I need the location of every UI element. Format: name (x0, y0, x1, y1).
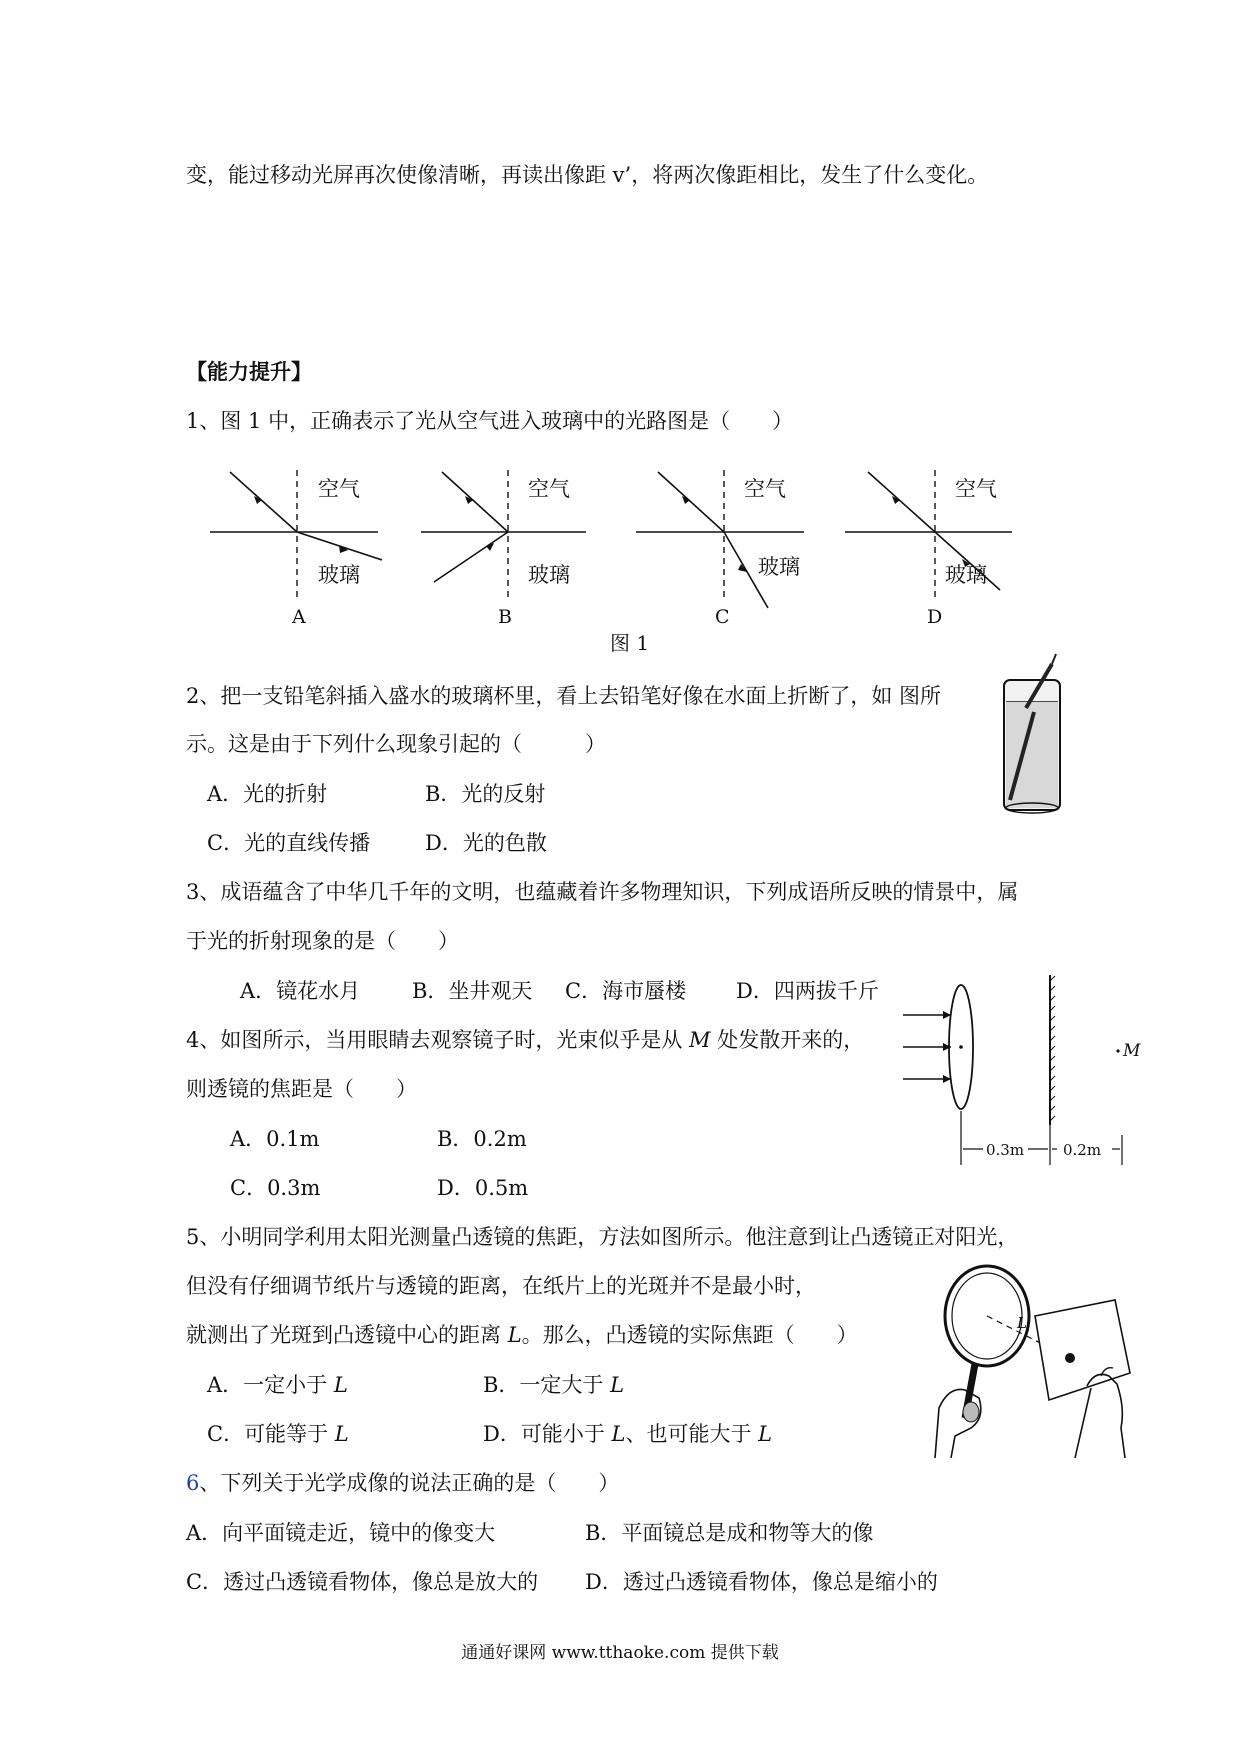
q3-option-b: B．坐井观天 (412, 979, 533, 1003)
q4-option-d: D．0.5m (437, 1176, 529, 1200)
q2-stem-line1: 2、把一支铅笔斜插入盛水的玻璃杯里，看上去铅笔好像在水面上折断了，如 图所 (186, 684, 942, 708)
q1-panel-label-c: C (715, 606, 730, 628)
q3-option-d: D．四两拔千斤 (736, 979, 879, 1003)
q5-magnifier-paper-figure (925, 1258, 1155, 1458)
q1-panel-a (210, 470, 382, 628)
q4-stem-m: M (689, 1028, 711, 1052)
q5-stem-line3 (186, 1325, 858, 1346)
q6-option-b: B．平面镜总是成和物等大的像 (585, 1521, 874, 1545)
q2-option-b: B．光的反射 (425, 782, 546, 806)
page-footer: 通通好课网 www.tthaoke.com 提供下载 (461, 1643, 779, 1663)
q1-air-label-b: 空气 (528, 477, 570, 501)
q2-stem-line2: 示。这是由于下列什么现象引起的（ ） (186, 732, 606, 756)
q6-number: 6 (186, 1471, 200, 1495)
q6-stem (186, 1473, 619, 1494)
q5-l-label: L (1017, 1314, 1027, 1332)
q1-glass-label-c: 玻璃 (758, 555, 800, 579)
q1-panel-label-a: A (292, 606, 306, 628)
q1-stem: 1、图 1 中，正确表示了光从空气进入玻璃中的光路图是（ ） (186, 409, 794, 433)
q4-point-m-label: M (1123, 1041, 1141, 1061)
q1-panel-label-b: B (498, 606, 512, 628)
q2-option-d: D．光的色散 (425, 831, 547, 855)
q4-stem-part2: 处发散开来的， (710, 1028, 865, 1052)
q1-air-label-a: 空气 (318, 477, 360, 501)
q6-option-a: A．向平面镜走近，镜中的像变大 (186, 1521, 496, 1545)
intro-line: 变，能过移动光屏再次使像清晰，再读出像距 v’，将两次像距相比，发生了什么变化。 (186, 163, 989, 187)
q4-stem-part1: 4、如图所示，当用眼睛去观察镜子时，光束似乎是从 (186, 1028, 690, 1052)
q4-lens-mirror-figure (895, 975, 1141, 1175)
q2-option-c: C．光的直线传播 (207, 831, 371, 855)
q6-option-c: C．透过凸透镜看物体，像总是放大的 (186, 1570, 539, 1594)
q6-stem-text: 、下列关于光学成像的说法正确的是（ ） (199, 1471, 620, 1495)
q5-stem-part2: 。那么，凸透镜的实际焦距（ ） (521, 1323, 858, 1347)
q1-air-label-c: 空气 (744, 477, 786, 501)
q5-option-b: B．一定大于 L (483, 1373, 625, 1397)
q1-glass-label-a: 玻璃 (318, 563, 360, 587)
q4-option-c: C．0.3m (230, 1176, 321, 1200)
section-title: 【能力提升】 (186, 359, 312, 384)
q5-option-d: D．可能小于 L、也可能大于 L (483, 1422, 773, 1446)
q1-panel-c (636, 470, 804, 628)
q1-glass-label-b: 玻璃 (528, 563, 570, 587)
q5-option-c: C．可能等于 L (207, 1422, 349, 1446)
q5-stem-l: L (507, 1323, 522, 1347)
q4-distance-2: 0.2m (1063, 1141, 1102, 1159)
q4-stem-line1 (186, 1030, 864, 1051)
q3-stem-line1: 3、成语蕴含了中华几千年的文明，也蕴藏着许多物理知识，下列成语所反映的情景中，属 (186, 880, 1019, 904)
q1-panel-d (845, 470, 1012, 628)
q1-air-label-d: 空气 (955, 477, 997, 501)
q3-stem-line2: 于光的折射现象的是（ ） (186, 929, 459, 953)
q5-stem-part1: 就测出了光斑到凸透镜中心的距离 (186, 1323, 508, 1347)
q2-option-a: A．光的折射 (207, 782, 328, 806)
q1-panel-b (421, 470, 586, 628)
q4-option-b: B．0.2m (437, 1127, 527, 1151)
q3-option-c: C．海市蜃楼 (565, 979, 687, 1003)
q1-panel-label-d: D (927, 606, 943, 628)
q5-stem-line1: 5、小明同学利用太阳光测量凸透镜的焦距，方法如图所示。他注意到让凸透镜正对阳光， (186, 1225, 1019, 1249)
q5-option-a: A．一定小于 L (207, 1373, 348, 1397)
q2-pencil-glass-figure (996, 650, 1076, 820)
q4-distance-1: 0.3m (986, 1141, 1025, 1159)
q5-stem-line2: 但没有仔细调节纸片与透镜的距离，在纸片上的光斑并不是最小时， (186, 1274, 816, 1298)
q4-stem-line2: 则透镜的焦距是（ ） (186, 1077, 417, 1101)
q3-option-a: A．镜花水月 (240, 979, 361, 1003)
q1-caption: 图 1 (610, 631, 650, 655)
q6-option-d: D．透过凸透镜看物体，像总是缩小的 (585, 1570, 938, 1594)
q4-option-a: A．0.1m (230, 1127, 320, 1151)
q1-glass-label-d: 玻璃 (945, 563, 987, 587)
q1-figure (200, 460, 1040, 660)
